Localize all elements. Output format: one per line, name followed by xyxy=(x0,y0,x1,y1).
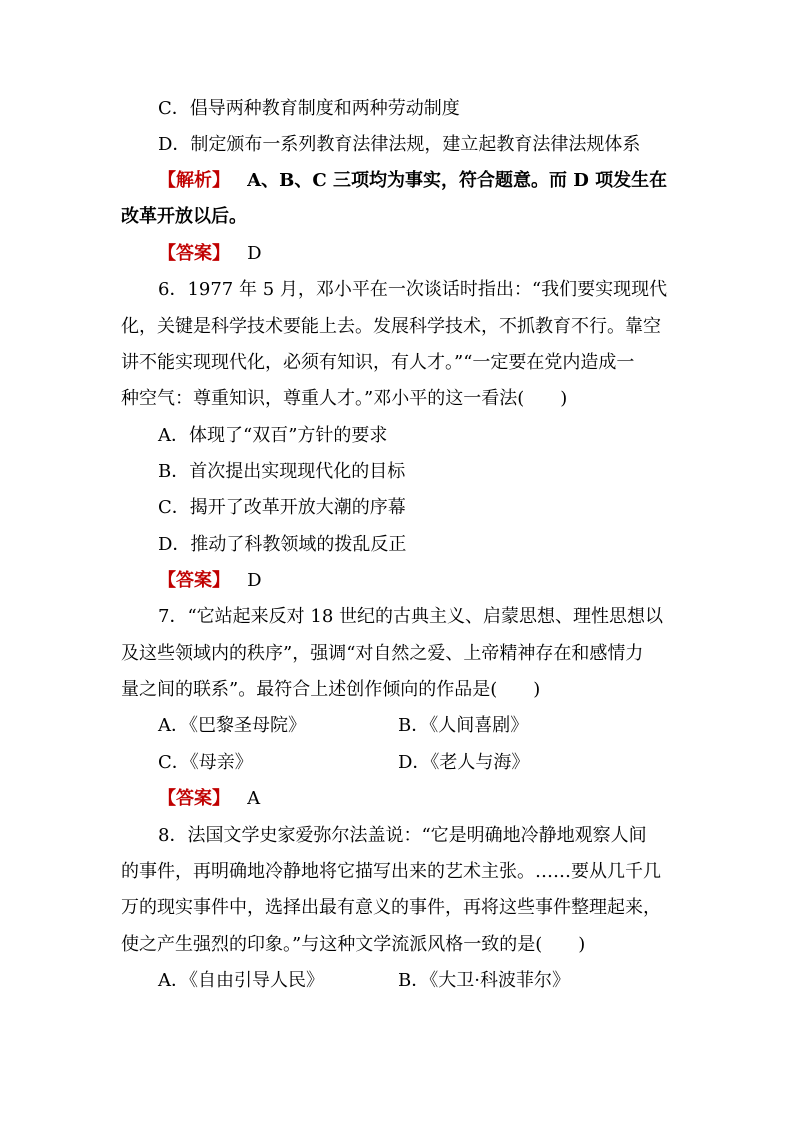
q7-stem-line: 7．“它站起来反对 18 世纪的古典主义、启蒙思想、理性思想以 xyxy=(158,606,663,627)
q5-option-c: C．倡导两种教育制度和两种劳动制度 xyxy=(158,98,460,119)
q6-stem-line: 种空气：尊重知识，尊重人才。”邓小平的这一看法( ) xyxy=(121,388,568,409)
q8-option-b: B．《大卫·科波菲尔》 xyxy=(398,970,570,991)
q8-stem-line: 8．法国文学史家爱弥尔法盖说：“它是明确地冷静地观察人间 xyxy=(158,825,647,846)
q7-answer xyxy=(158,781,260,817)
answer-tag: 【答案】 xyxy=(158,243,230,264)
q6-answer xyxy=(158,563,262,599)
answer-value: D xyxy=(247,243,262,264)
answer-value: D xyxy=(247,570,262,591)
analysis-text: A、B、C 三项均为事实，符合题意。而 D 项发生在 xyxy=(247,170,668,191)
q8-stem-line: 使之产生强烈的印象。”与这种文学流派风格一致的是( ) xyxy=(121,934,586,955)
q7-option-b: B．《人间喜剧》 xyxy=(398,715,529,736)
q6-stem-line: 6．1977 年 5 月，邓小平在一次谈话时指出：“我们要实现现代 xyxy=(158,279,668,300)
analysis-tag: 【解析】 xyxy=(158,170,230,191)
q5-option-d: D．制定颁布一系列教育法律法规，建立起教育法律法规体系 xyxy=(158,134,641,155)
answer-tag: 【答案】 xyxy=(158,788,230,809)
q6-stem-line: 讲不能实现现代化，必须有知识，有人才。”“一定要在党内造成一 xyxy=(121,352,635,373)
q7-option-a: A．《巴黎圣母院》 xyxy=(158,715,306,736)
q7-stem-line: 量之间的联系”。最符合上述创作倾向的作品是( ) xyxy=(121,679,541,700)
q5-analysis-continued: 改革开放以后。 xyxy=(121,206,247,227)
q5-answer xyxy=(158,236,262,272)
q7-option-c: C．《母亲》 xyxy=(158,752,253,773)
q8-stem-line: 万的现实事件中，选择出最有意义的事件，再将这些事件整理起来， xyxy=(121,897,661,918)
q8-option-a: A．《自由引导人民》 xyxy=(158,970,324,991)
q7-option-d: D．《老人与海》 xyxy=(398,752,530,773)
q6-option-b: B．首次提出实现现代化的目标 xyxy=(158,461,406,482)
q6-option-c: C．揭开了改革开放大潮的序幕 xyxy=(158,497,406,518)
q6-option-d: D．推动了科教领域的拨乱反正 xyxy=(158,534,407,555)
q5-analysis xyxy=(158,163,667,199)
q8-stem-line: 的事件，再明确地冷静地将它描写出来的艺术主张。……要从几千几 xyxy=(121,861,661,882)
q7-stem-line: 及这些领域内的秩序”，强调“对自然之爱、上帝精神存在和感情力 xyxy=(121,643,644,664)
answer-value: A xyxy=(247,788,261,809)
answer-tag: 【答案】 xyxy=(158,570,230,591)
q6-option-a: A．体现了“双百”方针的要求 xyxy=(158,425,388,446)
q6-stem-line: 化，关键是科学技术要能上去。发展科学技术，不抓教育不行。靠空 xyxy=(121,316,661,337)
